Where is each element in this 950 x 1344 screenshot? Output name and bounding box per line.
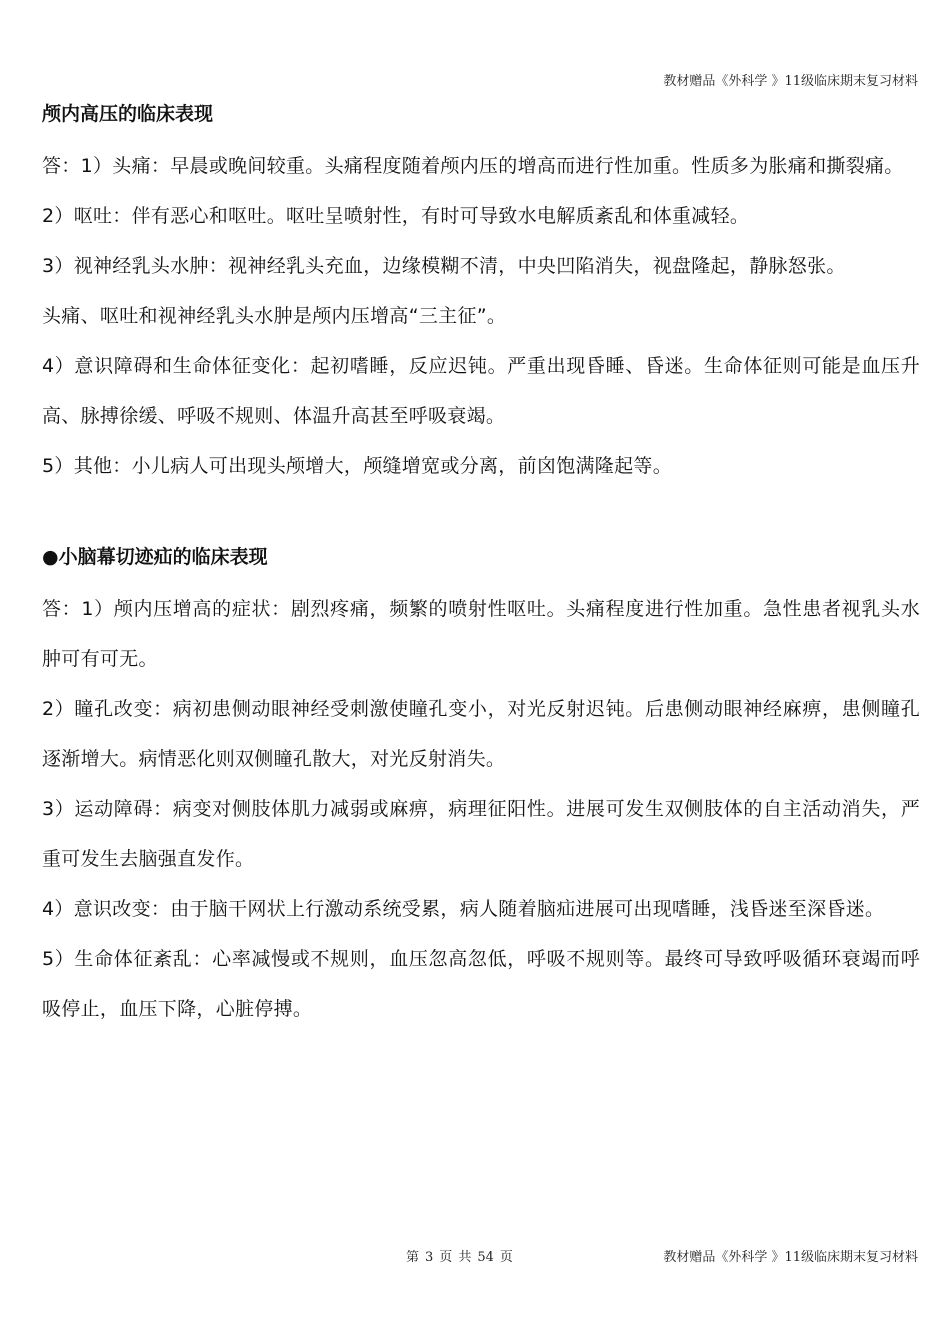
total-pages: 54 [477,1250,494,1265]
paragraph: 答：1）头痛：早晨或晚间较重。头痛程度随着颅内压的增高而进行性加重。性质多为胀痛和撕裂痛。 [42,155,904,177]
paragraph: 头痛、呕吐和视神经乳头水肿是颅内压增高“三主征”。 [42,305,507,327]
paragraph: 5）生命体征紊乱：心率减慢或不规则，血压忽高忽低，呼吸不规则等。最终可导致呼吸循环衰竭而呼吸停止，血压下降，心脏停搏。 [42,948,920,1020]
section-title: 颅内高压的临床表现 [42,103,214,125]
page-label: 第 [406,1250,420,1265]
paragraph: 3）视神经乳头水肿：视神经乳头充血，边缘模糊不清，中央凹陷消失，视盘隆起，静脉怒张。 [42,255,846,277]
page-label: 页 [499,1250,513,1265]
page-number [406,1246,519,1265]
page-label: 页 [439,1250,453,1265]
paragraph: 2）瞳孔改变：病初患侧动眼神经受刺激使瞳孔变小，对光反射迟钝。后患侧动眼神经麻痹，患侧瞳孔逐渐增大。病情恶化则双侧瞳孔散大，对光反射消失。 [42,698,920,770]
page-header: 教材赠品《外科学 》11级临床期末复习材料 [663,74,918,89]
document-body [42,98,920,1034]
paragraph: 4）意识障碍和生命体征变化：起初嗜睡，反应迟钝。严重出现昏睡、昏迷。生命体征则可能是血压升高、脉搏徐缓、呼吸不规则、体温升高甚至呼吸衰竭。 [42,355,920,427]
paragraph: 2）呕吐：伴有恶心和呕吐。呕吐呈喷射性，有时可导致水电解质紊乱和体重减轻。 [42,205,750,227]
section-title: ●小脑幕切迹疝的临床表现 [42,546,268,568]
footer-text: 教材赠品《外科学 》11级临床期末复习材料 [663,1250,918,1265]
paragraph: 答：1）颅内压增高的症状：剧烈疼痛，频繁的喷射性呕吐。头痛程度进行性加重。急性患者视乳头水肿可有可无。 [42,598,920,670]
paragraph: 3）运动障碍：病变对侧肢体肌力减弱或麻痹，病理征阳性。进展可发生双侧肢体的自主活动消失，严重可发生去脑强直发作。 [42,798,920,870]
paragraph: 4）意识改变：由于脑干网状上行激动系统受累，病人随着脑疝进展可出现嗜睡，浅昏迷至深昏迷。 [42,898,885,920]
section-spacer [42,491,920,541]
paragraph: 5）其他：小儿病人可出现头颅增大，颅缝增宽或分离，前囟饱满隆起等。 [42,455,672,477]
section-tentorial-herniation [42,541,920,1034]
current-page: 3 [425,1250,434,1265]
section-intracranial-hypertension [42,98,920,491]
page-label: 共 [458,1250,472,1265]
